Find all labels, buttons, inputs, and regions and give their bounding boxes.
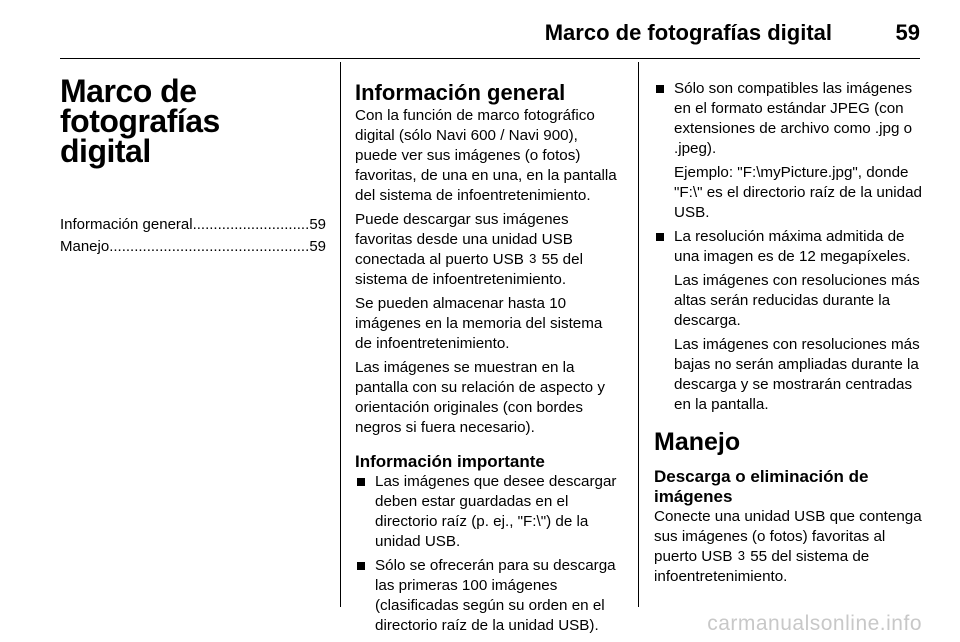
cross-reference-arrow-icon: 3 [529, 251, 537, 266]
toc-entry[interactable] [60, 236, 326, 258]
paragraph-text: Conecte una unidad USB que contenga sus imágenes (o fotos) favoritas al puerto USB [654, 508, 922, 565]
section-heading: Información general [355, 80, 566, 105]
toc-entry[interactable] [60, 214, 326, 236]
body-paragraph [355, 210, 623, 290]
page-number: 59 [895, 20, 920, 45]
section-heading: Manejo [654, 428, 741, 456]
bullet-list [654, 79, 922, 415]
page-header [0, 0, 960, 62]
toc-entry-page: 59 [309, 238, 326, 255]
list-item-text: Las imágenes con resoluciones más bajas no serán ampliadas durante la descarga y se mostrarán centradas en la pantalla. [674, 336, 920, 413]
body-paragraph: Se pueden almacenar hasta 10 imágenes en la memoria del sistema de infoentretenimiento. [355, 295, 603, 352]
square-bullet-icon [357, 478, 365, 486]
body-paragraph: Con la función de marco fotográfico digital (sólo Navi 600 / Navi 900), puede ver sus imágenes (o fotos) favoritas, de una en una, en la pantalla del sistema de infoentretenimiento. [355, 107, 617, 204]
toc-leader-dots [109, 236, 309, 258]
bullet-list [355, 472, 623, 636]
square-bullet-icon [656, 233, 664, 241]
list-item [355, 556, 623, 636]
list-item-text: Sólo son compatibles las imágenes en el formato estándar JPEG (con extensiones de archivo como .jpg o .jpeg). [674, 80, 913, 157]
column-1 [60, 62, 326, 258]
subsection-heading: Información importante [355, 452, 545, 471]
list-item [654, 227, 922, 415]
paragraph-text: Puede descargar sus imágenes favoritas desde una unidad USB conectada al puerto USB [355, 211, 573, 268]
running-title: Marco de fotografías digital [544, 20, 832, 45]
table-of-contents [60, 214, 326, 258]
body-paragraph [654, 507, 922, 587]
square-bullet-icon [656, 85, 664, 93]
column-3 [654, 62, 922, 591]
cross-reference-arrow-icon: 3 [737, 548, 745, 563]
list-item-example: Ejemplo: "F:\myPicture.jpg", donde "F:\" es el directorio raíz de la unidad USB. [674, 164, 922, 221]
header-rule [60, 58, 920, 59]
chapter-title-line1: Marco de fotografías [60, 73, 220, 139]
cross-reference-link[interactable]: 55 del sistema de infoentretenimiento. [654, 548, 870, 585]
subsection-heading: Descarga o eliminación de imágenes [654, 467, 869, 506]
list-item-text: Sólo se ofrecerán para su descarga las primeras 100 imágenes (clasificadas según su orden en el directorio raíz de la unidad USB). [375, 557, 616, 634]
list-item-text: La resolución máxima admitida de una imagen es de 12 megapíxeles. [674, 228, 911, 265]
column-2 [355, 62, 623, 640]
body-paragraph: Las imágenes se muestran en la pantalla con su relación de aspecto y orientación originales (con bordes negros si fuera necesario). [355, 359, 605, 436]
column-divider-1 [340, 62, 341, 607]
column-divider-2 [638, 62, 639, 607]
chapter-title-line2: digital [60, 133, 151, 169]
square-bullet-icon [357, 562, 365, 570]
list-item [654, 79, 922, 223]
list-item [355, 472, 623, 552]
toc-entry-label: Manejo [60, 238, 110, 255]
list-item-text: Las imágenes que desee descargar deben estar guardadas en el directorio raíz (p. ej., "F:\") de la unidad USB. [375, 473, 617, 550]
list-item-text: Las imágenes con resoluciones más altas serán reducidas durante la descarga. [674, 272, 920, 329]
toc-entry-page: 59 [309, 216, 326, 233]
chapter-title [60, 73, 326, 169]
cross-reference-link[interactable]: 55 del sistema de infoentretenimiento. [355, 251, 583, 288]
toc-leader-dots [193, 214, 310, 236]
toc-entry-label: Información general [60, 216, 193, 233]
watermark: carmanualsonline.info [707, 612, 922, 635]
